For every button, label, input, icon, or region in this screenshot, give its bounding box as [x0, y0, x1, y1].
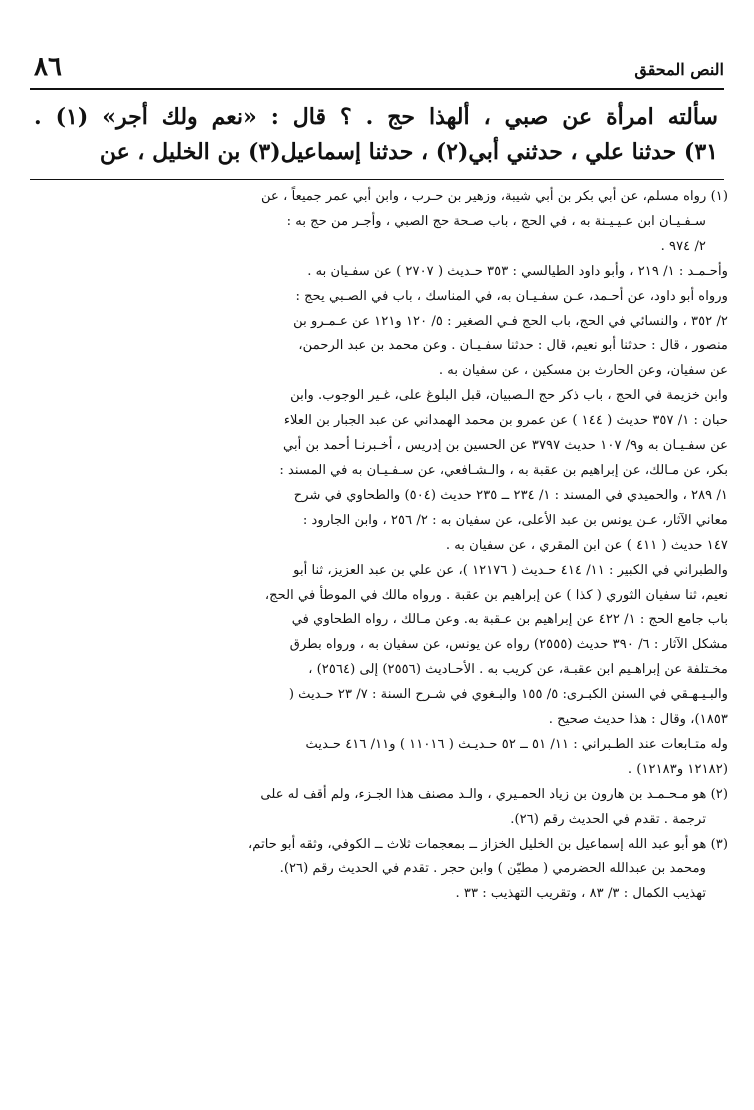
footnote-1 [30, 185, 728, 783]
footnote-line: منصور ، قال : حدثنا أبو نعيم، قال : حدثنا سفـيـان . وعن محمد بن عبد الرحمن، [298, 338, 728, 354]
running-title: النص المحقق [634, 60, 724, 79]
footnote-line: (١٢١٨٢ و١٢١٨٣) . [627, 761, 728, 777]
footnote-line: ٢/ ٩٧٤ . [660, 238, 706, 254]
footnote-line: مخـتلفة عن إبراهـيم ابن عقبـة، عن كريب به . الأحـاديث (٢٥٥٦) إلى (٢٥٦٤) ، [308, 662, 728, 678]
footnote-line: باب جامع الحج : ١/ ٤٢٢ عن إبراهيم بن عـقبة به. وعن مـالك ، رواه الطحاوي في [291, 612, 728, 628]
header-rule [30, 88, 724, 90]
footnote-3 [30, 833, 728, 908]
footnote-line: عن سفيان، وعن الحارث بن مسكين ، عن سفيان به . [438, 363, 728, 379]
footnote-line: نعيم، ثنا سفيان الثوري ( كذا ) عن إبراهيم بن عقبة . ورواه مالك في الموطأ في الحج، [264, 587, 728, 603]
footnote-line: سـفـيـان ابن عـيـيـنة به ، في الحج ، باب صـحة حج الصبي ، وأجـر من حج به : [286, 213, 706, 229]
footnote-line: حبان : ١/ ٣٥٧ حديث ( ١٤٤ ) عن عمرو بن محمد الهمداني عن عبد الجبار بن العلاء [283, 413, 728, 429]
footnote-line: ١/ ٢٨٩ ، والحميدي في المسند : ١/ ٢٣٤ ــ ٢٣٥ حديث (٥٠٤) والطحاوي في شرح [293, 487, 728, 503]
footnote-line: ٢/ ٣٥٢ ، والنسائي في الحج، باب الحج فـي الصغير : ٥/ ١٢٠ و١٢١ عن عـمـرو بن [293, 313, 728, 329]
footnote-line: مشكل الآثار : ٦/ ٣٩٠ حديث (٢٥٥٥) رواه عن يونس، عن سفيان به ، ورواه بطرق [289, 637, 728, 653]
footnote-2 [30, 783, 728, 833]
footnote-line: وله متـابعات عند الطـبراني : ١١/ ٥١ ــ ٥٢ حـديـث ( ١١٠١٦ ) و١١/ ٤١٦ حـديث [305, 736, 728, 752]
footnote-line: بكر، عن مـالك، عن إبراهيم بن عقبة به ، والـشـافعي، عن سـفـيـان به في المسند : [279, 462, 728, 478]
footnote-separator [30, 179, 724, 180]
footnote-line: وابن خزيمة في الحج ، باب ذكر حج الـصبيان، قبل البلوغ على، غـير الوجوب. وابن [290, 388, 728, 404]
page-header [30, 52, 724, 92]
footnote-line: ورواه أبو داود، عن أحـمد، عـن سفـيـان به، في المناسك ، باب في الصـبي يحج : [295, 288, 728, 304]
footnote-line: وأحـمـد : ١/ ٢١٩ ، وأبو داود الطيالسي : ٣٥٣ حـديث ( ٢٧٠٧ ) عن سفـيان به . [307, 263, 728, 279]
main-line: ٣١) حدثنا علي ، حدثني أبي(٢) ، حدثنا إسماعيل(٣) بن الخليل ، عن [99, 139, 718, 165]
footnote-line: عن سفـيـان به و٩/ ١٠٧ حديث ٣٧٩٧ عن الحسين بن إدريس ، أخـبرنـا أحمد بن أبي [283, 438, 728, 454]
footnote-line: ١٤٧ حديث ( ٤١١ ) عن ابن المقري ، عن سفيان به . [445, 537, 728, 553]
footnote-line: والطبراني في الكبير : ١١/ ٤١٤ حـديث ( ١٢١٧٦ )، عن علي بن عبد العزيز، ثنا أبو [293, 562, 728, 578]
main-line: سألته امرأة عن صبي ، ألهذا حج . ؟ قال : «نعم ولك أجر» (١) . [34, 104, 718, 130]
footnote-line: ومحمد بن عبدالله الحضرمي ( مطيّن ) وابن حجر . تقدم في الحديث رقم (٢٦). [279, 861, 706, 877]
main-text [34, 100, 718, 170]
footnotes [30, 185, 728, 907]
page-number: ٨٦ [34, 52, 62, 82]
footnote-line: (٣) هو أبو عبد الله إسماعيل بن الخليل الخزاز ــ بمعجمات ثلاث ــ الكوفي، وثقه أبو حاتم، [248, 836, 728, 852]
footnote-line: معاني الآثار، عـن يونس بن عبد الأعلى، عن سفيان به : ٢/ ٢٥٦ ، وابن الجارود : [302, 512, 728, 528]
footnote-line: تهذيب الكمال : ٣/ ٨٣ ، وتقريب التهذيب : ٣٣ . [455, 886, 706, 902]
footnote-line: ترجمة . تقدم في الحديث رقم (٢٦). [510, 811, 706, 827]
footnote-line: ١٨٥٣)، وقال : هذا حديث صحيح . [548, 712, 728, 728]
footnote-line: (١) رواه مسلم، عن أبي بكر بن أبي شيبة، وزهير بن حـرب ، وابن أبي عمر جميعاً ، عن [261, 189, 728, 204]
footnote-line: والبـيـهـقي في السنن الكبـرى: ٥/ ١٥٥ والبـغوي في شـرح السنة : ٧/ ٢٣ حـديث ( [288, 687, 728, 703]
footnote-line: (٢) هو مـحـمـد بن هارون بن زياد الحمـيري ، والـد مصنف هذا الجـزء، ولم أقف له على [260, 786, 728, 802]
